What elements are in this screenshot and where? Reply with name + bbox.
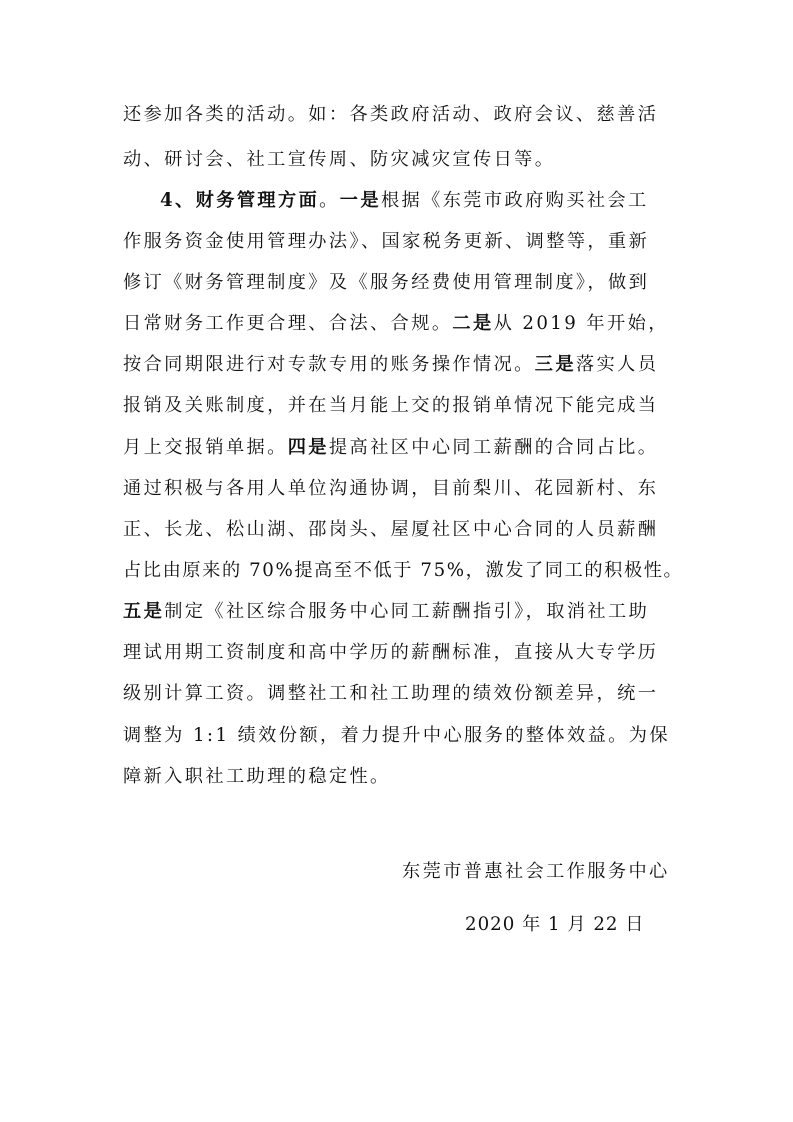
keyword-fourth: 四是 xyxy=(287,437,329,458)
keyword-second: 二是 xyxy=(452,313,494,334)
paragraph-line xyxy=(123,600,649,624)
paragraph-line xyxy=(123,394,658,418)
line-text: 级别计算工资。调整社工和社工助理的绩效份额差异，统一 xyxy=(123,683,659,704)
line-text: 月上交报销单据。 xyxy=(123,437,288,458)
section-heading: 4、财务管理方面 xyxy=(160,190,320,211)
signature-date: 2020 年 1 月 22 日 xyxy=(465,914,645,935)
paragraph-line xyxy=(123,765,391,789)
line-text: 从 2019 年开始， xyxy=(493,313,669,334)
line-text: 。 xyxy=(319,190,340,211)
paragraph-line xyxy=(123,271,649,295)
signature-organization: 东莞市普惠社会工作服务中心 xyxy=(402,861,670,882)
paragraph-line xyxy=(123,477,658,501)
keyword-third: 三是 xyxy=(534,354,576,375)
line-text: 通过积极与各用人单位沟通协调，目前梨川、花园新村、东 xyxy=(123,478,659,499)
paragraph-line xyxy=(123,724,670,748)
paragraph-line xyxy=(123,148,555,172)
paragraph-line xyxy=(123,353,658,377)
paragraph-line xyxy=(123,682,658,706)
line-text: 制定《社区综合服务中心同工薪酬指引》，取消社工助 xyxy=(164,601,650,622)
paragraph-line xyxy=(123,312,669,336)
line-text: 日常财务工作更合理、合法、合规。 xyxy=(123,313,453,334)
line-text: 根据《东莞市政府购买社会工 xyxy=(380,190,649,211)
line-text: 障新入职社工助理的稳定性。 xyxy=(123,766,391,787)
line-text: 提高社区中心同工薪酬的合同占比。 xyxy=(328,437,659,458)
paragraph-line xyxy=(123,518,658,542)
keyword-first: 一是 xyxy=(339,190,381,211)
line-text: 动、研讨会、社工宣传周、防灾减灾宣传日等。 xyxy=(123,149,556,170)
line-text: 报销及关账制度，并在当月能上交的报销单情况下能完成当 xyxy=(123,395,659,416)
line-text: 落实人员 xyxy=(575,354,659,375)
line-text: 理试用期工资制度和高中学历的薪酬标准，直接从大专学历 xyxy=(123,642,659,663)
paragraph-line xyxy=(123,559,683,583)
paragraph-line xyxy=(123,230,649,254)
line-text: 正、长龙、松山湖、邵岗头、屋厦社区中心合同的人员薪酬 xyxy=(123,519,659,540)
line-text: 修订《财务管理制度》及《服务经费使用管理制度》，做到 xyxy=(123,272,650,293)
paragraph-line xyxy=(123,436,658,460)
section-heading-line xyxy=(160,189,649,213)
keyword-fifth: 五是 xyxy=(123,601,165,622)
paragraph-line xyxy=(123,103,658,127)
paragraph-line xyxy=(123,641,658,665)
line-text: 按合同期限进行对专款专用的账务操作情况。 xyxy=(123,354,535,375)
line-text: 占比由原来的 70%提高至不低于 75%，激发了同工的积极性。 xyxy=(123,560,684,581)
line-text: 还参加各类的活动。如：各类政府活动、政府会议、慈善活 xyxy=(123,104,659,125)
line-text: 调整为 1:1 绩效份额，着力提升中心服务的整体效益。为保 xyxy=(123,725,670,746)
line-text: 作服务资金使用管理办法》、国家税务更新、调整等，重新 xyxy=(123,231,650,252)
